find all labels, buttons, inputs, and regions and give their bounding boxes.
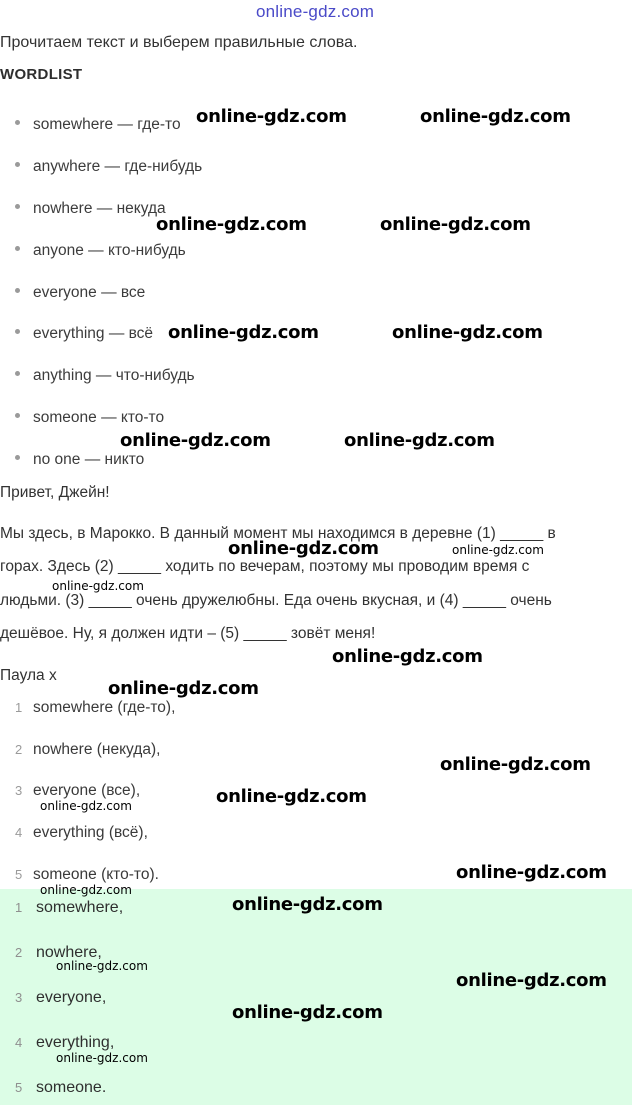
list-item-text: someone (кто-то).: [33, 866, 159, 883]
list-item: [15, 200, 166, 218]
watermark: online-gdz.com: [456, 862, 607, 883]
list-item-text: someone — кто-то: [33, 409, 165, 426]
list-item-text: everyone,: [36, 989, 107, 1006]
watermark: online-gdz.com: [56, 959, 148, 973]
list-item-text: anywhere — где-нибудь: [33, 158, 203, 175]
watermark: online-gdz.com: [228, 538, 379, 559]
list-item: [15, 451, 144, 469]
list-item: [15, 242, 186, 260]
watermark: online-gdz.com: [232, 1002, 383, 1023]
list-item-text: everything (всё),: [33, 824, 148, 841]
letter-signature: Паула x: [0, 667, 57, 684]
item-number: 5: [15, 867, 23, 882]
watermark: online-gdz.com: [108, 678, 259, 699]
list-item: [15, 699, 175, 717]
watermark: online-gdz.com: [40, 883, 132, 897]
list-item: [15, 325, 153, 343]
bullet-icon: [15, 288, 20, 293]
list-item-text: nowhere,: [36, 944, 102, 961]
item-number: 3: [15, 783, 23, 798]
bullet-icon: [15, 204, 20, 209]
list-item-text: everything — всё: [33, 325, 154, 342]
list-item: [15, 1079, 106, 1097]
watermark: online-gdz.com: [56, 1051, 148, 1065]
item-number: 1: [15, 900, 23, 915]
list-item-text: nowhere (некуда),: [33, 741, 161, 758]
bullet-icon: [15, 329, 20, 334]
list-item-text: everything,: [36, 1034, 115, 1051]
list-item-text: anyone — кто-нибудь: [33, 242, 186, 259]
list-item-text: somewhere,: [36, 899, 124, 916]
watermark: online-gdz.com: [392, 322, 543, 343]
list-item-text: somewhere — где-то: [33, 116, 181, 133]
list-item: [15, 284, 145, 302]
list-item: [15, 866, 159, 884]
item-number: 2: [15, 742, 23, 757]
item-number: 3: [15, 990, 23, 1005]
list-item: [15, 1034, 114, 1052]
item-number: 4: [15, 1035, 23, 1050]
list-item: [15, 367, 195, 385]
list-item: [15, 409, 164, 427]
bullet-icon: [15, 455, 20, 460]
site-header-link[interactable]: online-gdz.com: [256, 2, 375, 21]
bullet-icon: [15, 413, 20, 418]
watermark: online-gdz.com: [380, 214, 531, 235]
letter-line: горах. Здесь (2) _____ ходить по вечерам, поэтому мы проводим время с: [0, 558, 530, 575]
list-item-text: no one — никто: [33, 451, 145, 468]
list-item: [15, 989, 106, 1007]
item-number: 4: [15, 825, 23, 840]
watermark: online-gdz.com: [440, 754, 591, 775]
bullet-icon: [15, 371, 20, 376]
watermark: online-gdz.com: [196, 106, 347, 127]
wordlist-title: WORDLIST: [0, 66, 83, 83]
list-item: [15, 782, 140, 800]
letter-greeting: Привет, Джейн!: [0, 484, 110, 501]
watermark: online-gdz.com: [156, 214, 307, 235]
watermark: online-gdz.com: [52, 579, 144, 593]
list-item: [15, 116, 181, 134]
list-item-text: someone.: [36, 1079, 107, 1096]
list-item: [15, 824, 148, 842]
list-item: [15, 741, 160, 759]
list-item-text: somewhere (где-то),: [33, 699, 176, 716]
item-number: 2: [15, 945, 23, 960]
task-intro: Прочитаем текст и выберем правильные слова.: [0, 34, 358, 51]
list-item-text: anything — что-нибудь: [33, 367, 195, 384]
list-item: [15, 899, 123, 917]
list-item-text: everyone (все),: [33, 782, 141, 799]
item-number: 1: [15, 700, 23, 715]
bullet-icon: [15, 246, 20, 251]
item-number: 5: [15, 1080, 23, 1095]
watermark: online-gdz.com: [452, 543, 544, 557]
watermark: online-gdz.com: [232, 894, 383, 915]
letter-line: Мы здесь, в Марокко. В данный момент мы находимся в деревне (1) _____ в: [0, 525, 556, 542]
watermark: online-gdz.com: [168, 322, 319, 343]
watermark: online-gdz.com: [420, 106, 571, 127]
list-item-text: nowhere — некуда: [33, 200, 166, 217]
list-item-text: everyone — все: [33, 284, 146, 301]
watermark: online-gdz.com: [456, 970, 607, 991]
bullet-icon: [15, 162, 20, 167]
list-item: [15, 158, 202, 176]
letter-line: людьми. (3) _____ очень дружелюбны. Еда очень вкусная, и (4) _____ очень: [0, 592, 552, 609]
watermark: online-gdz.com: [40, 799, 132, 813]
watermark: online-gdz.com: [120, 430, 271, 451]
watermark: online-gdz.com: [216, 786, 367, 807]
bullet-icon: [15, 120, 20, 125]
watermark: online-gdz.com: [332, 646, 483, 667]
watermark: online-gdz.com: [344, 430, 495, 451]
letter-line: дешёвое. Ну, я должен идти – (5) _____ зовёт меня!: [0, 625, 376, 642]
